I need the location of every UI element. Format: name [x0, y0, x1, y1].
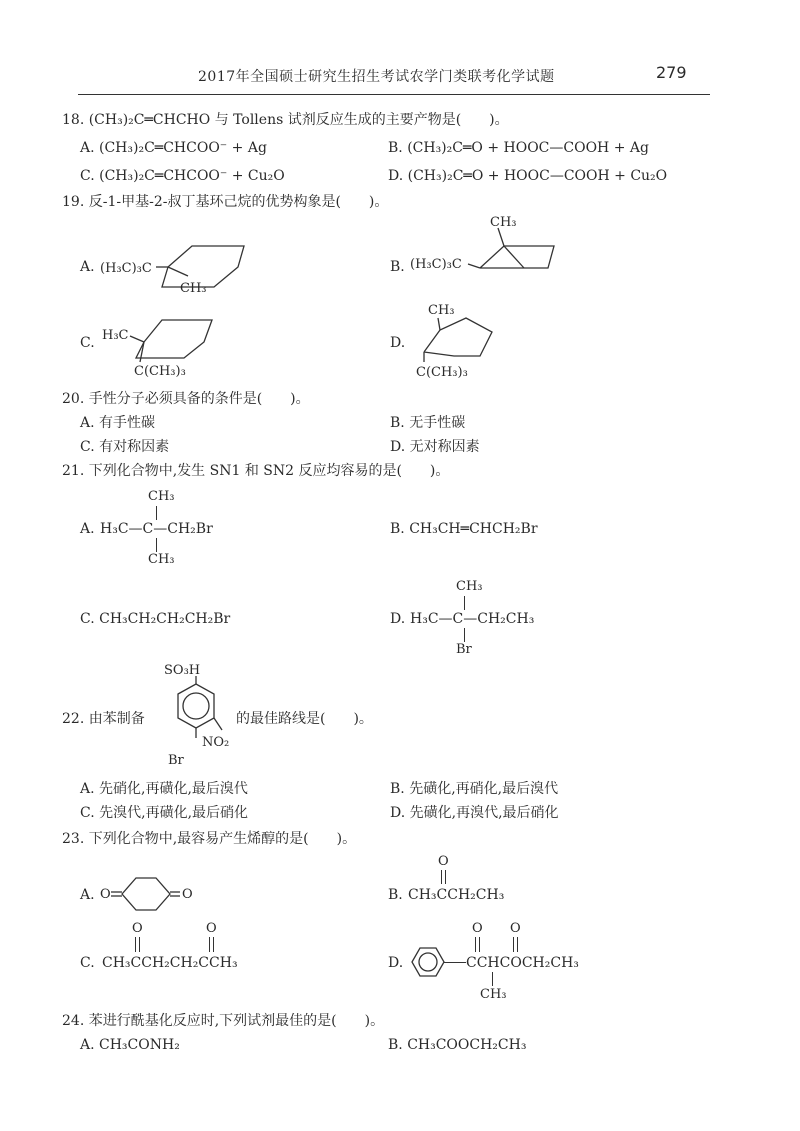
q21-a-label: A. [80, 521, 95, 537]
q23-d-formula: CCHCOCH₂CH₃ [466, 955, 579, 971]
q23-d-dbond-1b [479, 937, 480, 952]
q21-a-main: H₃C—C—CH₂Br [100, 521, 213, 537]
q19-d-label: D. [390, 335, 406, 351]
q19-d-sub1: CH₃ [428, 303, 455, 318]
bond [498, 228, 504, 246]
ring-bond [480, 246, 554, 268]
q19-c-structure [100, 310, 260, 380]
q19-a-sub1: (H₃C)₃C [100, 261, 152, 276]
q23-c-o2: O [206, 921, 217, 936]
q19-c-sub1: H₃C [102, 328, 129, 343]
q20-option-d: D. 无对称因素 [390, 439, 480, 455]
q23-b-dbond-1 [441, 870, 442, 884]
q19-b-sub2: CH₃ [490, 215, 517, 230]
q22-option-d: D. 先磺化,再溴代,最后硝化 [390, 805, 559, 821]
q23-d-o1: O [472, 921, 483, 936]
q22-sub-top: SO₃H [164, 663, 201, 678]
q21-stem: 21. 下列化合物中,发生 SN1 和 SN2 反应均容易的是( )。 [62, 463, 450, 479]
q23-stem: 23. 下列化合物中,最容易产生烯醇的是( )。 [62, 831, 357, 847]
q23-d-bottom: CH₃ [480, 987, 507, 1002]
header-rule [78, 94, 710, 95]
q18-option-b: B. (CH₃)₂C═O + HOOC—COOH + Ag [388, 140, 649, 156]
q21-d-label: D. [390, 611, 406, 627]
q21-a-top: CH₃ [148, 489, 175, 504]
q22-sub-bottom: Br [168, 753, 184, 768]
q23-a-o: O [100, 887, 111, 902]
q18-option-d: D. (CH₃)₂C═O + HOOC—COOH + Cu₂O [388, 168, 668, 184]
q23-d-bond [444, 962, 466, 963]
q23-a-label: A. [80, 887, 95, 903]
q19-b-sub1: (H₃C)₃C [410, 257, 462, 272]
q19-c-label: C. [80, 335, 95, 351]
q23-c-o1: O [132, 921, 143, 936]
q23-c-formula: CH₃CCH₂CH₂CCH₃ [102, 955, 238, 971]
q20-option-a: A. 有手性碳 [80, 415, 156, 431]
q21-a-bottom: CH₃ [148, 552, 175, 567]
q23-b-dbond-2 [445, 870, 446, 884]
q23-b-o: O [438, 854, 449, 869]
q19-stem: 19. 反-1-甲基-2-叔丁基环己烷的优势构象是( )。 [62, 194, 389, 210]
q21-a-bond-bottom [156, 538, 157, 552]
q18-stem: 18. (CH₃)₂C═CHCHO 与 Tollens 试剂反应生成的主要产物是( )。 [62, 112, 509, 128]
q22-stem-prefix: 22. 由苯制备 [62, 711, 145, 727]
cyclohexane-ring [122, 878, 170, 910]
q23-b-label: B. [388, 887, 403, 903]
q23-d-dbond-1a [475, 937, 476, 952]
bond [168, 267, 188, 276]
page-number: 279 [656, 63, 687, 82]
q23-c-dbond-1a [135, 937, 136, 952]
q23-c-label: C. [80, 955, 95, 971]
q21-d-main: H₃C—C—CH₂CH₃ [410, 611, 535, 627]
q22-benzene-structure [150, 663, 250, 778]
q23-c-dbond-2b [213, 937, 214, 952]
q21-d-top: CH₃ [456, 579, 483, 594]
q23-c-dbond-1b [139, 937, 140, 952]
header-title: 2017年全国硕士研究生招生考试农学门类联考化学试题 [198, 69, 555, 85]
q19-b-structure [410, 212, 570, 282]
benzene-ring [412, 948, 444, 976]
bond [468, 264, 480, 268]
q18-option-a: A. (CH₃)₂C═CHCOO⁻ + Ag [80, 140, 267, 156]
q21-option-b: B. CH₃CH═CHCH₂Br [390, 521, 538, 537]
q24-stem: 24. 苯进行酰基化反应时,下列试剂最佳的是( )。 [62, 1013, 385, 1029]
q23-d-dbond-2b [517, 937, 518, 952]
bond [438, 318, 440, 330]
page-header [0, 0, 800, 100]
bond [130, 336, 144, 342]
ring-bond [424, 318, 492, 356]
q19-a-label: A. [80, 259, 95, 275]
q24-option-b: B. CH₃COOCH₂CH₃ [388, 1037, 527, 1053]
q22-sub-right: NO₂ [202, 735, 230, 750]
q19-a-sub2: CH₃ [180, 281, 207, 296]
q23-d-bond-bottom [492, 972, 493, 986]
q22-option-b: B. 先磺化,再硝化,最后溴代 [390, 781, 559, 797]
q23-d-label: D. [388, 955, 404, 971]
q20-option-b: B. 无手性碳 [390, 415, 466, 431]
q22-option-c: C. 先溴代,再磺化,最后硝化 [80, 805, 249, 821]
q19-a-structure [100, 230, 260, 300]
ring-bond [504, 246, 524, 268]
q18-option-c: C. (CH₃)₂C═CHCOO⁻ + Cu₂O [80, 168, 285, 184]
q20-option-c: C. 有对称因素 [80, 439, 170, 455]
q21-option-c: C. CH₃CH₂CH₂CH₂Br [80, 611, 231, 627]
q23-d-dbond-2a [513, 937, 514, 952]
q23-a-o2: O [182, 887, 193, 902]
q23-a-structure [100, 866, 220, 926]
aromatic-circle [183, 693, 209, 719]
q23-d-o2: O [510, 921, 521, 936]
bond [214, 718, 222, 730]
q19-d-structure [410, 296, 570, 386]
q21-d-bond-top [464, 596, 465, 610]
q23-c-dbond-2a [209, 937, 210, 952]
q23-b-formula: CH₃CCH₂CH₃ [408, 887, 505, 903]
q20-stem: 20. 手性分子必须具备的条件是( )。 [62, 391, 310, 407]
q19-d-sub2: C(CH₃)₃ [416, 365, 468, 380]
q19-c-sub2: C(CH₃)₃ [134, 364, 186, 379]
q19-b-label: B. [390, 259, 405, 275]
q21-a-bond-top [156, 506, 157, 520]
q22-option-a: A. 先硝化,再磺化,最后溴代 [80, 781, 248, 797]
q21-d-bottom: Br [456, 642, 472, 657]
q21-d-bond-bottom [464, 628, 465, 642]
ring-bond [136, 320, 212, 358]
aromatic-circle [419, 953, 437, 971]
q22-stem-suffix: 的最佳路线是( )。 [236, 711, 373, 727]
q24-option-a: A. CH₃CONH₂ [80, 1037, 180, 1053]
